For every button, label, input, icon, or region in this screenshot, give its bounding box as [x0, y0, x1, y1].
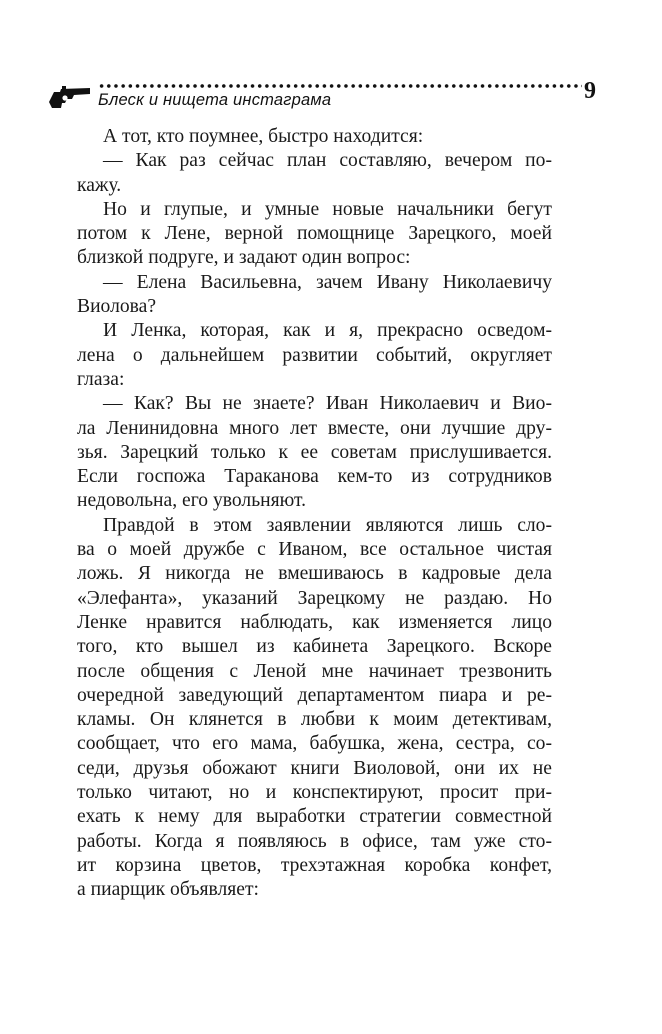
text-line: кламы. Он клянется в любви к моим детективам, [77, 709, 552, 731]
text-line: лена о дальнейшем развитии событий, округляет [77, 344, 552, 366]
text-line: ва о моей дружбе с Иваном, все остальное чистая [77, 539, 552, 561]
text-line: седи, друзья обожают книги Виоловой, они их не [77, 757, 552, 779]
text-line: недовольна, его увольняют. [77, 490, 307, 512]
text-line: — Как раз сейчас план составляю, вечером по- [103, 150, 552, 172]
running-header [48, 78, 596, 118]
text-line: «Элефанта», указаний Зарецкому не раздаю. Но [77, 587, 552, 609]
text-line: только читают, но и конспектируют, просит при- [77, 782, 552, 804]
text-line: — Елена Васильевна, зачем Ивану Николаевичу [103, 271, 552, 293]
body-text [77, 125, 552, 903]
text-line: И Ленка, которая, как и я, прекрасно осведом- [103, 320, 552, 342]
text-line: ла Ленинидовна много лет вместе, они лучшие дру- [77, 417, 552, 439]
text-line: кажу. [77, 174, 122, 196]
text-line: Виолова? [77, 296, 157, 318]
text-line: глаза: [77, 368, 125, 390]
book-title: Блеск и нищета инстаграма [98, 91, 332, 109]
text-line: Но и глупые, и умные новые начальники бегут [103, 198, 552, 220]
text-line: зья. Зарецкий только к ее советам прислушивается. [77, 441, 552, 463]
text-line: а пиарщик объявляет: [77, 879, 259, 901]
text-line: сообщает, что его мама, бабушка, жена, сестра, со- [77, 733, 552, 755]
text-line: ложь. Я никогда не вмешиваюсь в кадровые дела [77, 563, 552, 585]
header-dotted-rule [98, 82, 582, 90]
text-line: работы. Когда я появляюсь в офисе, там уже сто- [77, 830, 552, 852]
text-line: Ленке нравится наблюдать, как изменяется лицо [77, 611, 552, 633]
text-line: А тот, кто поумнее, быстро находится: [103, 126, 424, 147]
text-line: ехать к нему для выработки стратегии совместной [77, 806, 552, 828]
text-line: ит корзина цветов, трехэтажная коробка конфет, [77, 854, 552, 876]
text-line: потом к Лене, верной помощнице Зарецкого, моей [77, 223, 552, 245]
page-number: 9 [584, 78, 596, 104]
text-line: Правдой в этом заявлении являются лишь сло- [103, 514, 552, 536]
text-line: того, кто вышел из кабинета Зарецкого. Вскоре [77, 636, 552, 658]
text-line: после общения с Леной мне начинает трезвонить [77, 660, 552, 682]
text-line: очередной заведующий департаментом пиара и ре- [77, 684, 552, 706]
text-line: Если госпожа Тараканова кем-то из сотрудников [77, 466, 552, 488]
text-line: — Как? Вы не знаете? Иван Николаевич и Вио- [103, 393, 552, 415]
text-line: близкой подруге, и задают один вопрос: [77, 247, 411, 269]
revolver-icon [48, 84, 92, 110]
